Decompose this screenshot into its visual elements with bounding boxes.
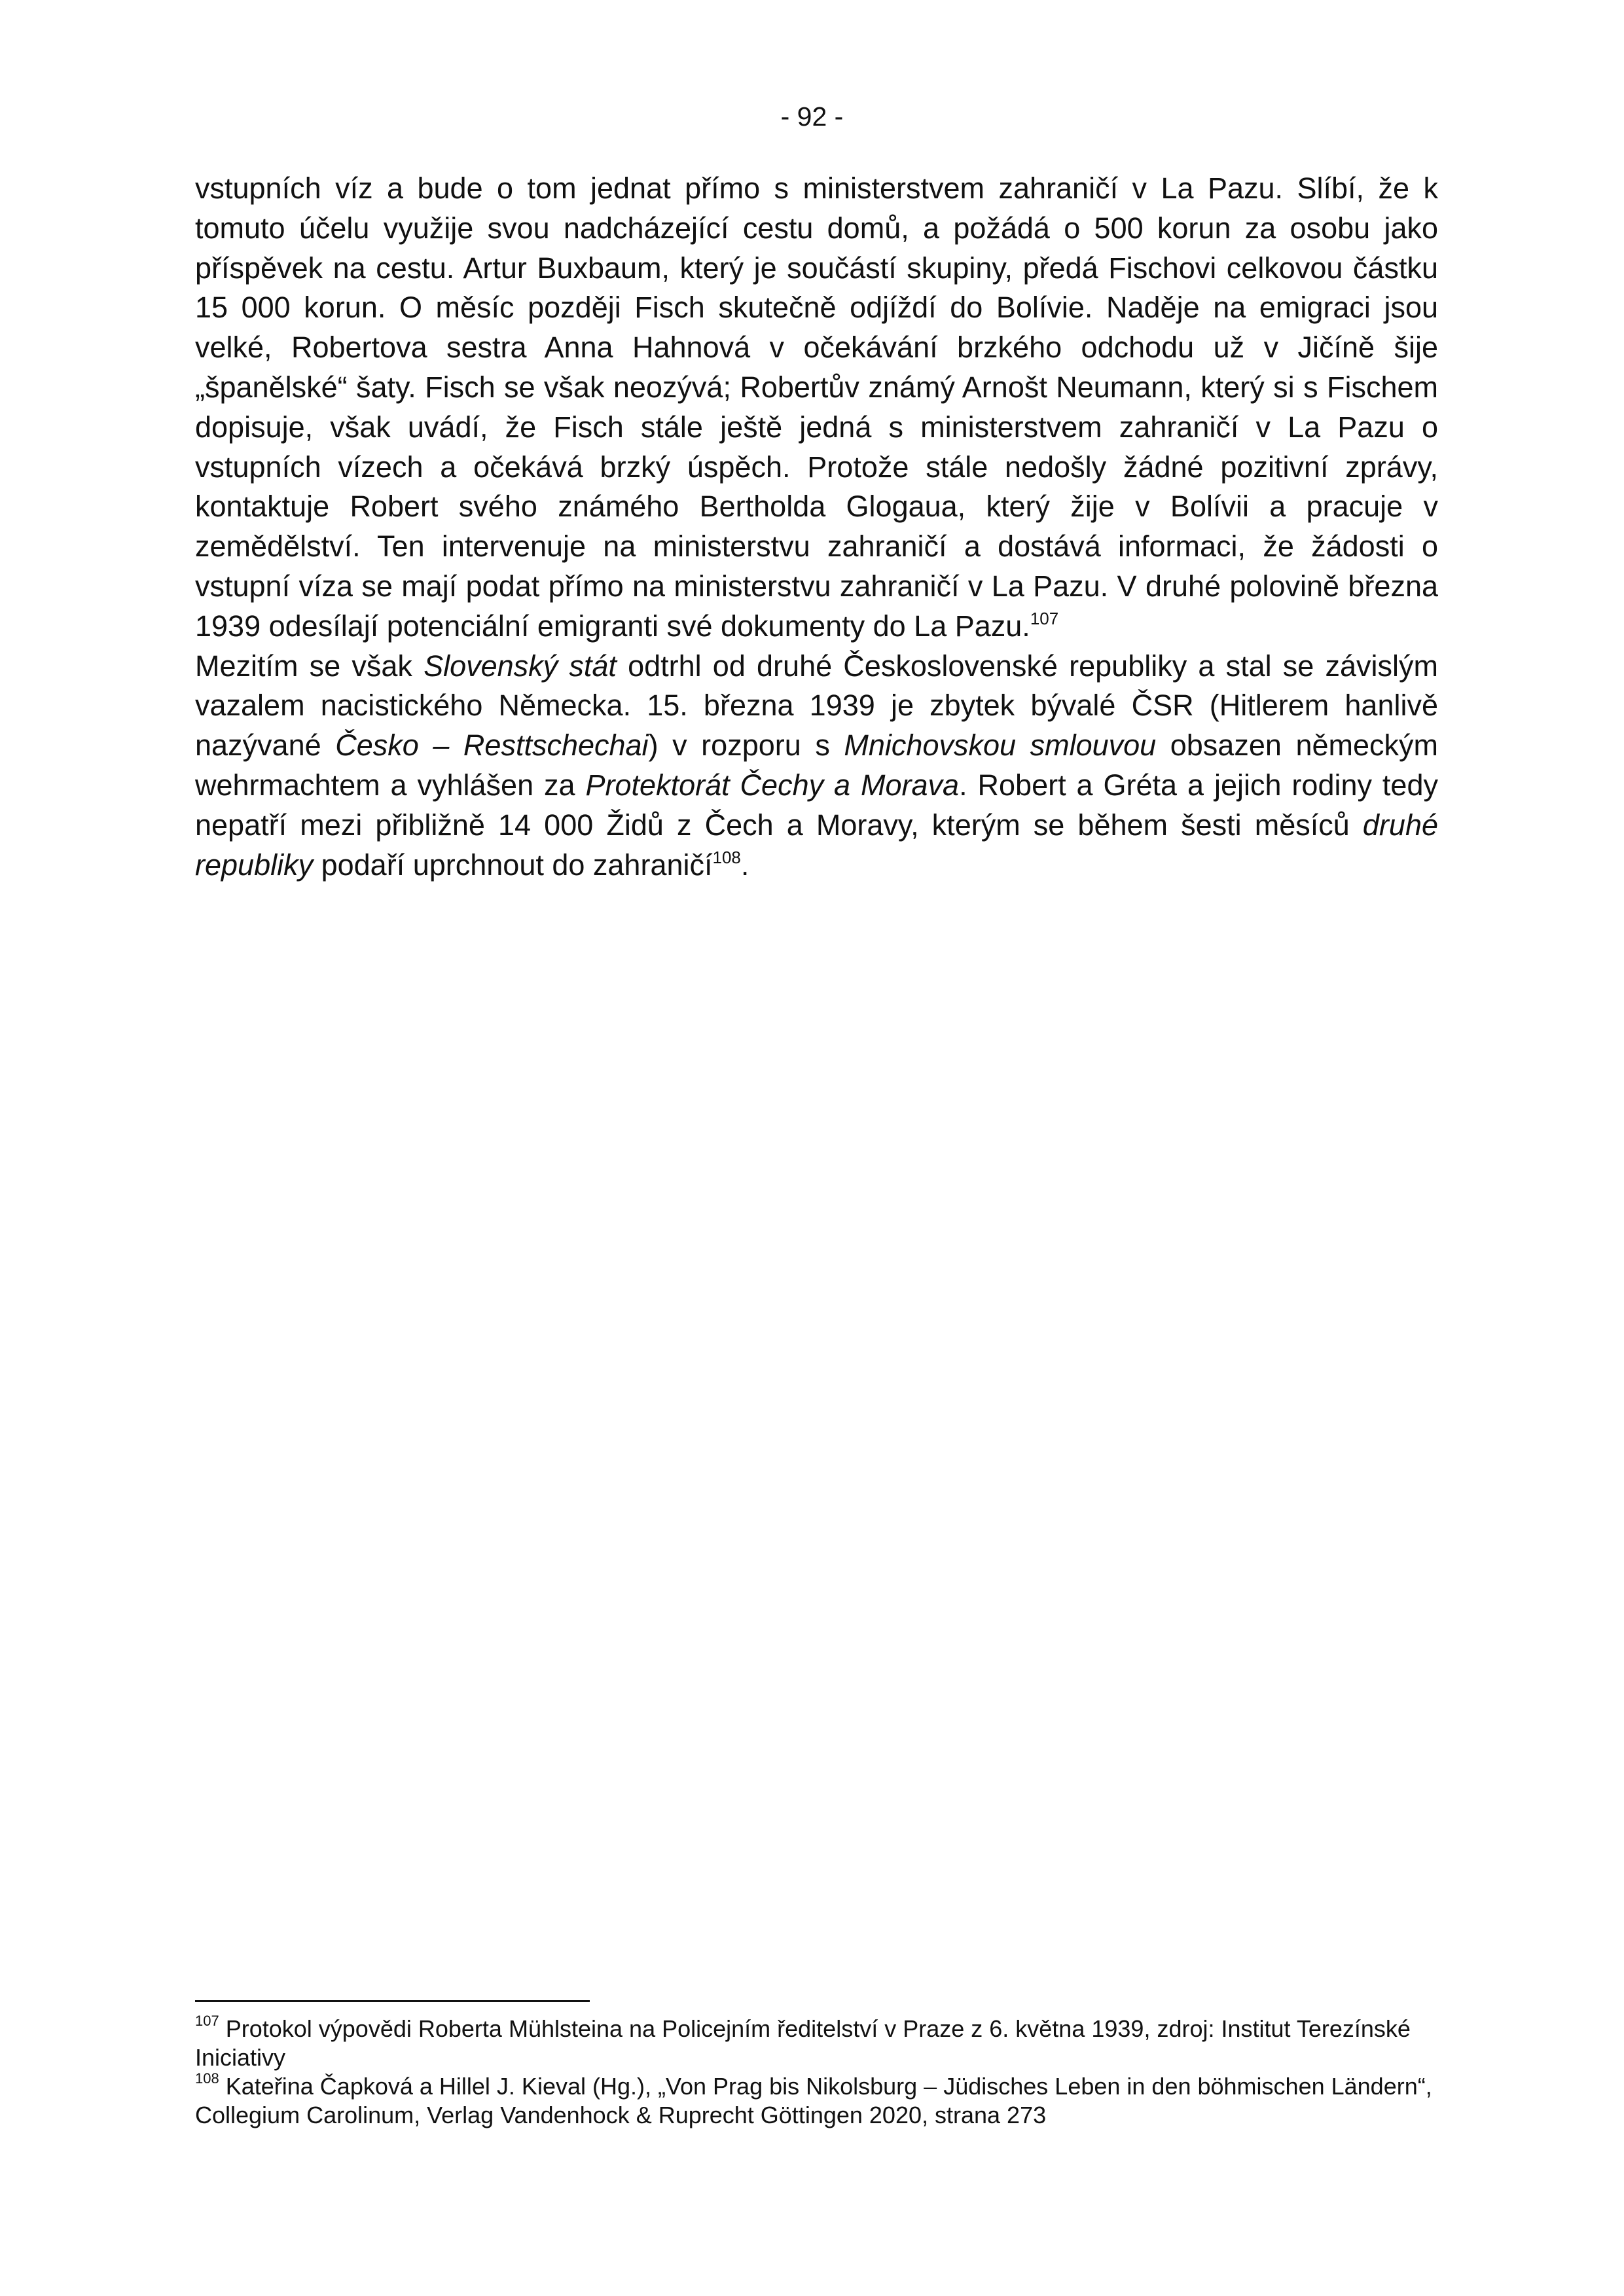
footnote-number: 107 [195, 2013, 219, 2029]
paragraph [195, 647, 1438, 886]
text-run: vstupních víz a bude o tom jednat přímo s ministerstvem zahraničí v La Pazu. Slíbí, že k tomuto účelu využije svou nadcházející cestu domů, a požádá o 500 korun za osobu jako příspěvek na cestu. Artur Buxbaum, který je součástí skupiny, předá Fischovi celkovou částku 15 000 korun. O měsíc později Fisch skutečně odjíždí do Bolívie. Naděje na emigraci jsou velké, Robertova sestra Anna Hahnová v očekávání brzkého odchodu už v Jičíně šije „španělské“ šaty. Fisch se však neozývá; Robertův známý Arnošt Neumann, který si s Fischem dopisuje, však uvádí, že Fisch stále ještě jedná s ministerstvem zahraničí v La Pazu o vstupních vízech a očekává brzký úspěch. Protože stále nedošly žádné pozitivní zprávy, kontaktuje Robert svého známého Bertholda Glogaua, který žije v Bolívii a pracuje v zemědělství. Ten intervenuje na ministerstvu zahraničí a dostává informaci, že žádosti o vstupní víza se mají podat přímo na ministerstvu zahraničí v La Pazu. V druhé polovině března 1939 odesílají potenciální emigranti své dokumenty do La Pazu. [195, 171, 1438, 643]
footnote [195, 2015, 1438, 2072]
text-run: odtrhl od druhé Československé republiky a stal se závislým vazalem nacistického Německa. 15. března 1939 je zbytek bývalé ČSR (Hitlerem hanlivě nazývané [195, 649, 1438, 762]
text-run: podaří uprchnout do zahraničí [313, 848, 713, 882]
footnote-separator [195, 2000, 590, 2002]
footnotes [195, 2015, 1438, 2130]
body-text [195, 169, 1438, 885]
italic-run: Mnichovskou smlouvou [844, 728, 1157, 762]
footnote-text: Kateřina Čapková a Hillel J. Kieval (Hg.), „Von Prag bis Nikolsburg – Jüdisches Leben in den böhmischen Ländern“, Collegium Carolinum, Verlag Vandenhock & Ruprecht Göttingen 2020, strana 273 [195, 2073, 1432, 2128]
text-run: obsazen německým wehrmachtem a vyhlášen za [195, 728, 1439, 802]
italic-run: Slovenský stát [424, 649, 617, 683]
italic-run: Česko – Resttschechai [335, 728, 649, 762]
italic-run: druhé republiky [195, 808, 1438, 882]
text-run: . Robert a Gréta a jejich rodiny tedy nepatří mezi přibližně 14 000 Židů z Čech a Moravy, kterým se během šesti měsíců [195, 768, 1438, 842]
paragraph [195, 169, 1438, 647]
text-run: . [740, 848, 749, 882]
footnote-ref: 108 [712, 847, 741, 867]
italic-run: Protektorát Čechy a Morava [585, 768, 960, 802]
text-run: Mezitím se však [195, 649, 424, 683]
text-run: ) v rozporu s [648, 728, 844, 762]
footnote-text: Protokol výpovědi Roberta Mühlsteina na Policejním ředitelství v Praze z 6. května 1939, zdroj: Institut Terezínské Iniciativy [195, 2015, 1411, 2071]
footnote-number: 108 [195, 2070, 219, 2087]
footnote [195, 2072, 1438, 2130]
page-number: - 92 - [780, 101, 844, 132]
footnote-ref: 107 [1030, 608, 1059, 628]
